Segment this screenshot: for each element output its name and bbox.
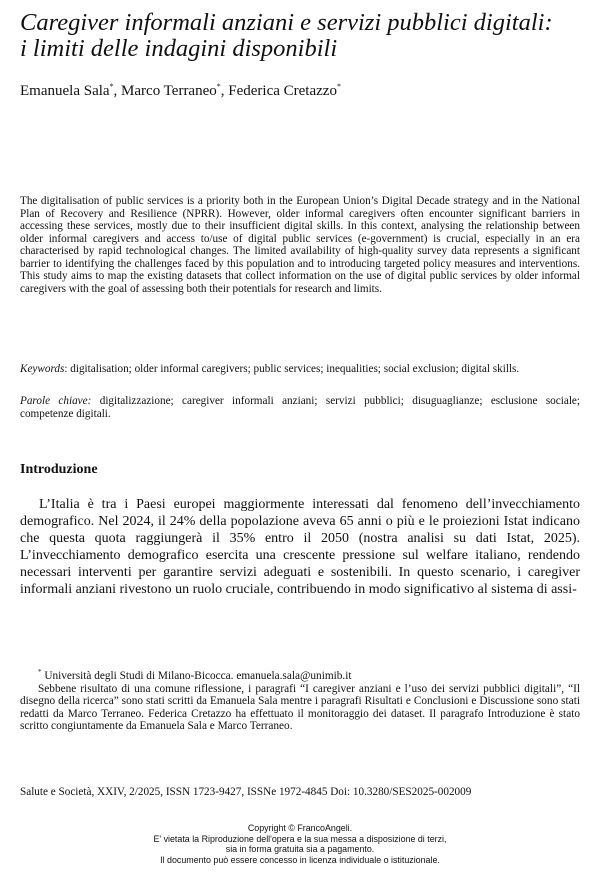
copyright-notice <box>0 823 600 865</box>
keywords-label: Keywords <box>20 363 65 375</box>
title-line-2: i limiti delle indagini disponibili <box>20 35 338 62</box>
author-name: Emanuela Sala <box>20 83 110 99</box>
footnote-mark: * <box>38 668 42 677</box>
author-separator: , <box>113 83 122 99</box>
parole-chiave-list: digitalizzazione; caregiver informali anziani; servizi pubblici; disuguaglianze; esclusione sociale; competenze digitali. <box>20 395 580 420</box>
keywords-en <box>20 363 580 376</box>
abstract-text: The digitalisation of public services is a priority both in the European Union’s Digital Decade strategy and in the National Plan of Recovery and Resilience (NPRR). However, older informal caregivers often encounter significant barriers in accessing these services, mostly due to their insufficient digital skills. In this context, analysing the relationship between older informal caregivers and access to/use of digital public services (e-government) is crucial, especially in an era characterised by rapid technological changes. The limited availability of high-quality survey data represents a significant barrier to identifying the challenges faced by this population and to introducing targeted policy measures and interventions. This study aims to map the existing datasets that collect information on the use of digital public services by older informal caregivers with the goal of assessing both their potentials for research and limits. <box>20 195 580 295</box>
section-heading: Introduzione <box>20 462 98 477</box>
footnote-affiliation <box>20 670 580 683</box>
parole-chiave-label: Parole chiave: <box>20 395 92 407</box>
author-list <box>20 82 580 100</box>
keywords-it <box>20 395 580 420</box>
copyright-line: sia in forma gratuita sia a pagamento. <box>225 844 375 855</box>
journal-citation: Salute e Società, XXIV, 2/2025, ISSN 1723-9427, ISSNe 1972-4845 Doi: 10.3280/SES2025-002009 <box>20 786 472 798</box>
author-affiliation-mark: * <box>109 82 114 91</box>
section-body: L’Italia è tra i Paesi europei maggiormente interessati dal fenomeno dell’invecchiamento demografico. Nel 2024, il 24% della popolazione aveva 65 anni o più e le proiezioni Istat indicano che questa quota raggiungerà il 35% entro il 2050 (nostra analisi su dati Istat, 2025). L’invecchiamento demografico esercita una crescente pressione sul welfare italiano, rendendo necessari interventi per garantire servizi adeguati e sostenibili. In questo scenario, i caregiver informali anziani rivestono un ruolo cruciale, contribuendo in modo significativo al sistema di assi- <box>20 497 580 598</box>
keywords-list: : digitalisation; older informal caregivers; public services; inequalities; social exclusion; digital skills. <box>64 363 520 375</box>
copyright-line: Copyright © FrancoAngeli. <box>247 823 353 833</box>
article-title <box>20 10 590 62</box>
copyright-line: Il documento può essere concesso in licenza individuale o istituzionale. <box>160 854 440 865</box>
footnote-affiliation-text: Università degli Studi di Milano-Bicocca. emanuela.sala@unimib.it <box>41 670 352 682</box>
copyright-line: E' vietata la Riproduzione dell'opera e la sua messa a disposizione di terzi, <box>153 833 447 844</box>
author-affiliation-mark: * <box>336 82 341 91</box>
author-name: Federica Cretazzo <box>228 83 337 99</box>
footnote-note: Sebbene risultato di una comune riflessione, i paragrafi “I caregiver anziani e l’uso dei servizi pubblici digitali”, “Il disegno della ricerca” sono stati scritti da Emanuela Sala mentre i paragrafi Risultati e Conclusioni e Discussione sono stati redatti da Marco Terraneo. Federica Cretazzo ha effettuato il monitoraggio dei dataset. Il paragrafo Introduzione è stato scritto congiuntamente da Emanuela Sala e Marco Terraneo. <box>20 682 580 733</box>
title-line-1: Caregiver informali anziani e servizi pubblici digitali: <box>20 9 553 36</box>
author-separator: , <box>220 83 229 99</box>
footnote-block <box>20 670 580 733</box>
author-name: Marco Terraneo <box>121 83 217 99</box>
author-affiliation-mark: * <box>216 82 221 91</box>
